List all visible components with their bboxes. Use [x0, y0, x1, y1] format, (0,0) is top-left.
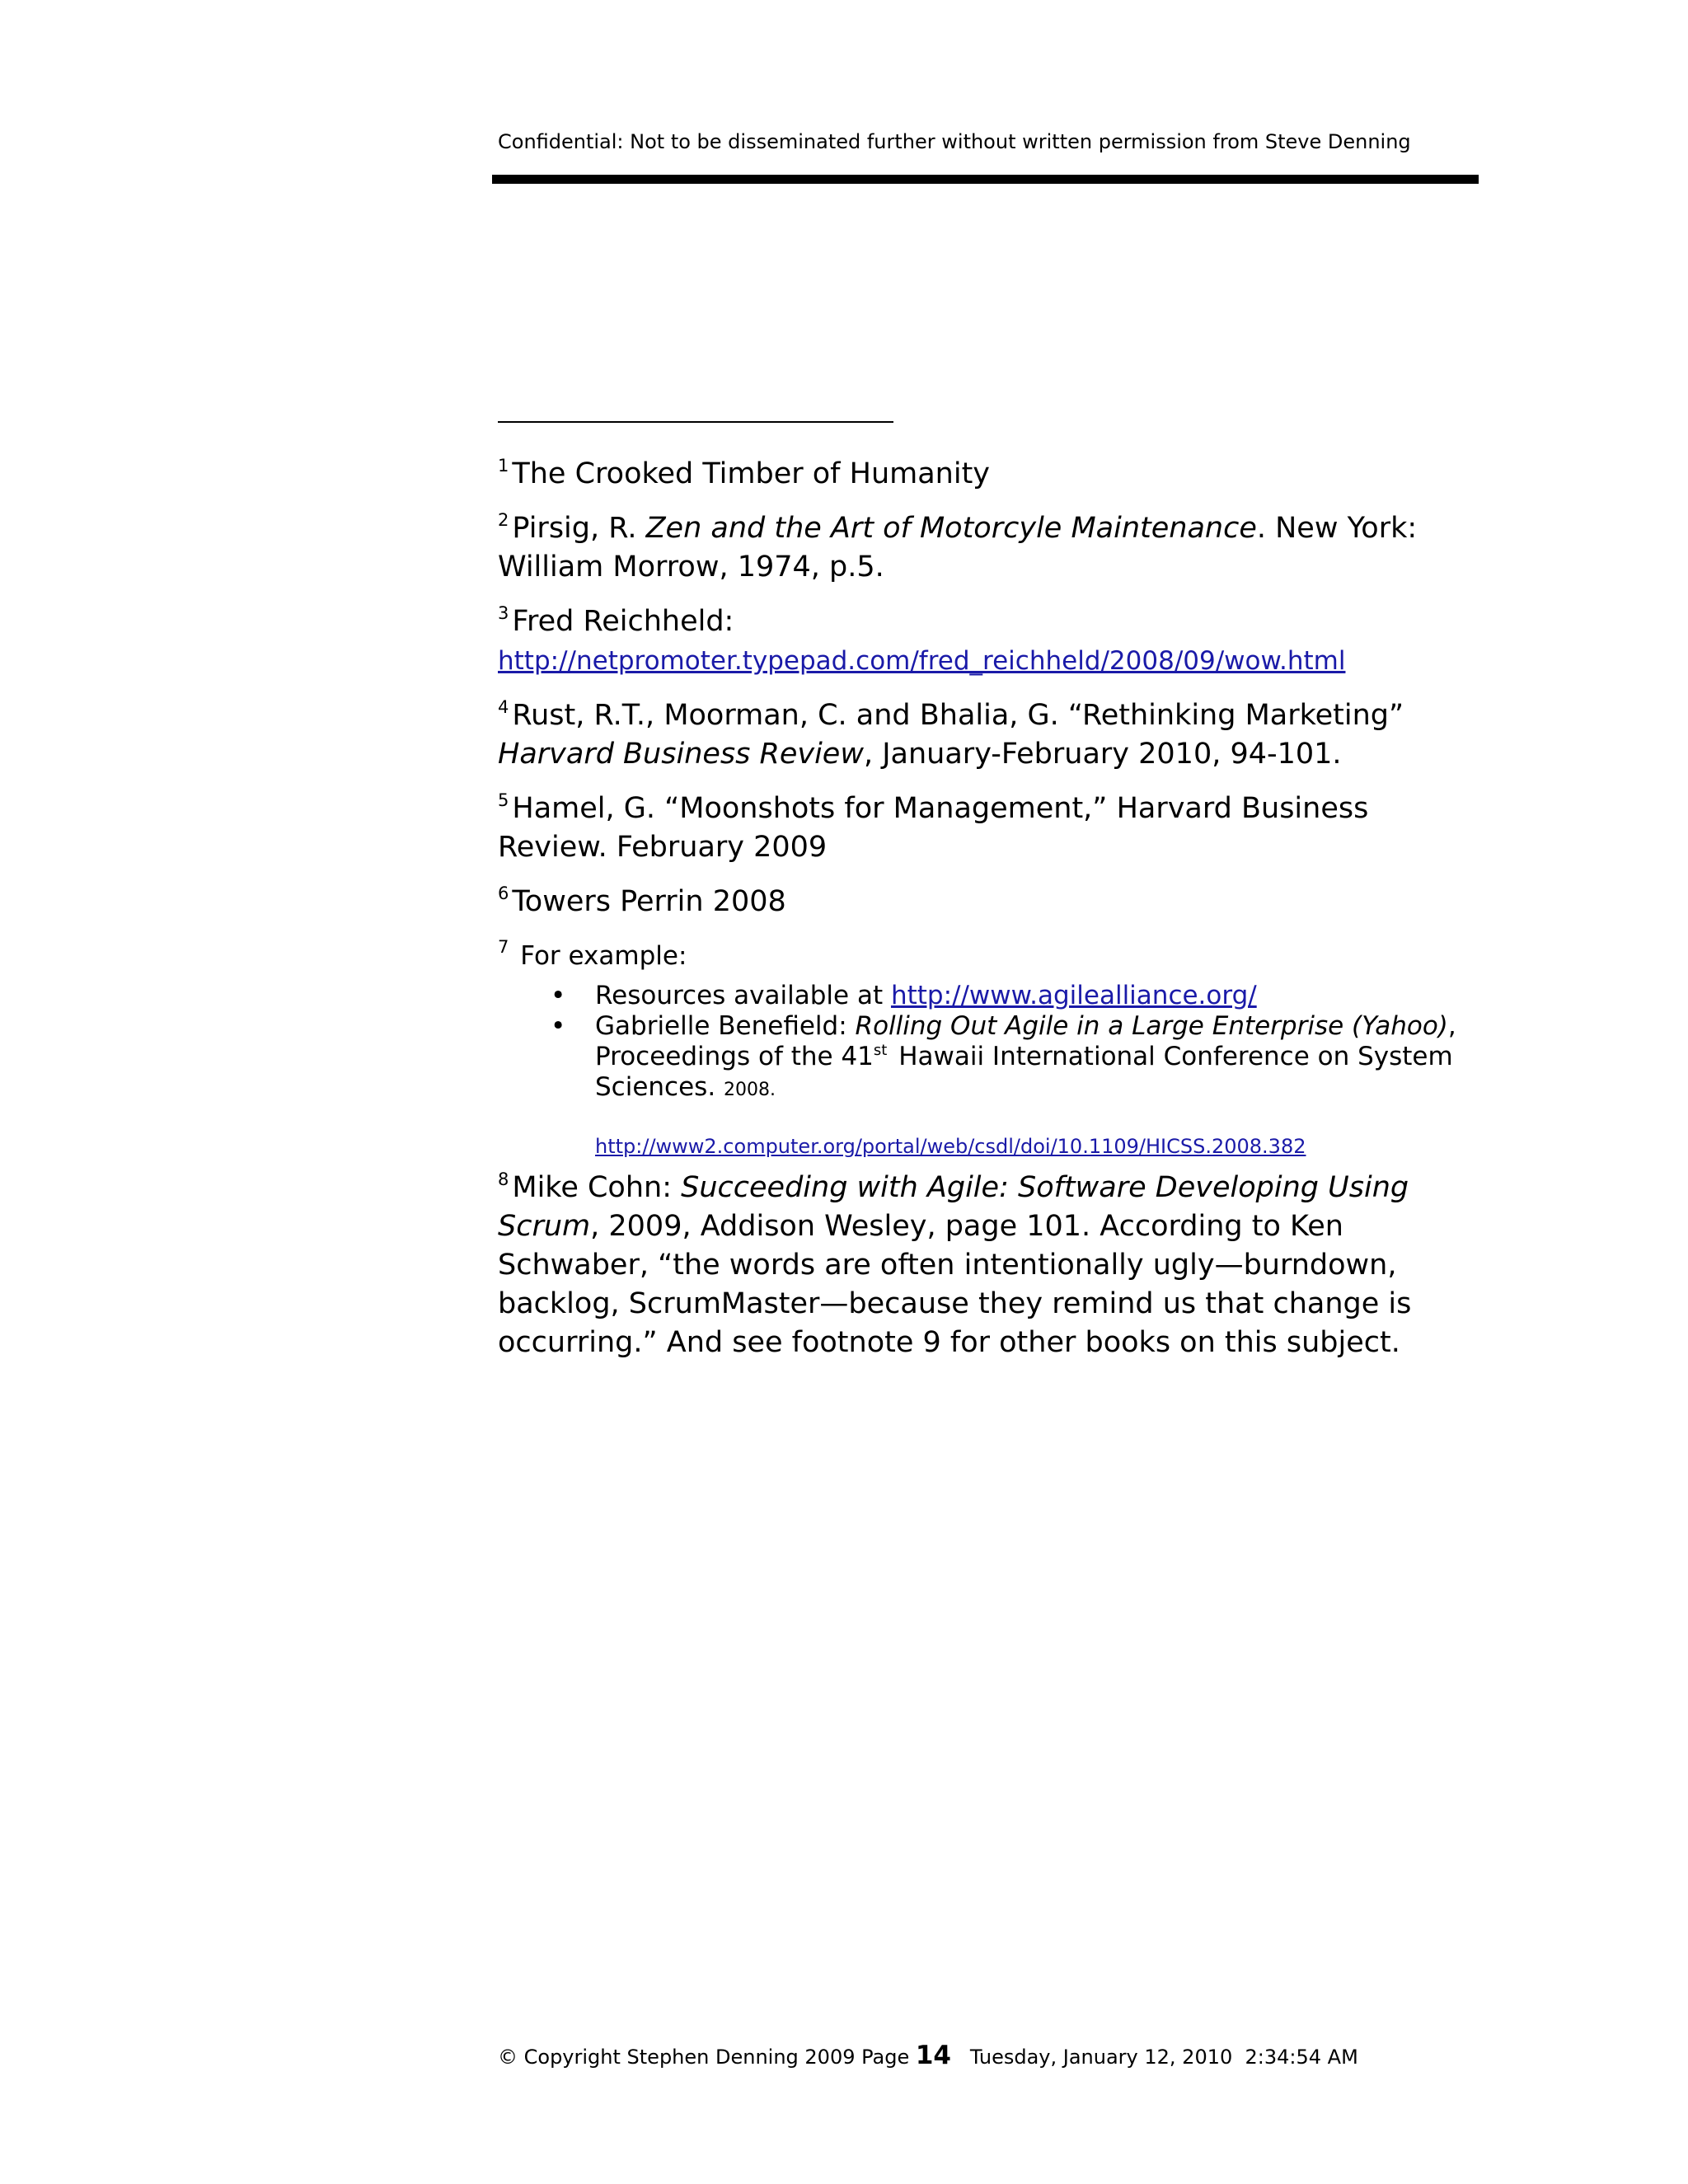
reichheld-link[interactable]: http://netpromoter.typepad.com/fred_reichheld/2008/09/wow.html: [498, 646, 1346, 676]
header-rule: [492, 175, 1479, 184]
list-item-text: Hawaii International Conference on System Sciences.: [595, 1042, 1453, 1102]
list-item-text: Gabrielle Benefield:: [595, 1011, 856, 1041]
footnotes: [498, 455, 1479, 1378]
footnote-number: 4: [498, 697, 509, 717]
example-list: [498, 981, 1479, 1105]
doi-link[interactable]: http://www2.computer.org/portal/web/csdl/doi/10.1109/HICSS.2008.382: [595, 1135, 1306, 1158]
list-item: [551, 1011, 1479, 1105]
ordinal-suffix: st: [873, 1042, 888, 1059]
footnote-text: Towers Perrin 2008: [512, 885, 786, 918]
footnote-text: For example:: [512, 941, 687, 971]
footnote-2: [498, 509, 1479, 587]
copyright-text: © Copyright Stephen Denning 2009 Page: [498, 2046, 916, 2069]
footnote-number: 5: [498, 790, 509, 810]
footnote-text: Mike Cohn:: [512, 1171, 682, 1204]
year: 2008.: [724, 1080, 776, 1100]
footnote-number: 2: [498, 510, 509, 530]
footnote-number: 6: [498, 883, 509, 903]
page-header: Confidential: Not to be disseminated further without written permission from Steve Denning: [498, 130, 1411, 153]
page-footer: [498, 2041, 1358, 2070]
footnote-5: [498, 790, 1479, 867]
book-title: Succeeding with Agile: Software Developing Using Scrum: [498, 1171, 1409, 1243]
footnote-number: 7: [498, 937, 509, 957]
footnote-text: Pirsig, R.: [512, 512, 646, 545]
footnote-text: Hamel, G. “Moonshots for Management,” Harvard Business Review. February 2009: [498, 792, 1369, 864]
footnote-8: [498, 1169, 1479, 1362]
footnote-3: [498, 602, 1479, 681]
page-number: 14: [915, 2041, 951, 2070]
list-item: [551, 981, 1479, 1011]
footnote-text: Rust, R.T., Moorman, C. and Bhalia, G. “Rethinking Marketing”: [512, 699, 1404, 732]
footnote-text: , January-February 2010, 94-101.: [863, 738, 1342, 771]
footnote-text: Fred Reichheld:: [512, 605, 734, 638]
footnote-1: [498, 455, 1479, 494]
footnote-separator: [498, 421, 893, 423]
footnote-number: 8: [498, 1169, 509, 1189]
book-title: Zen and the Art of Motorcyle Maintenance: [645, 512, 1257, 545]
footnote-number: 3: [498, 603, 509, 623]
bullet-icon: •: [551, 1011, 566, 1041]
footnote-text: . New York: William Morrow, 1974, p.5.: [498, 512, 1418, 583]
agilealliance-link[interactable]: http://www.agilealliance.org/: [890, 981, 1257, 1010]
list-item-text: Resources available at: [595, 981, 891, 1010]
footnote-number: 1: [498, 456, 509, 476]
list-item-text: , Proceedings of the 41: [595, 1011, 1456, 1071]
footnote-4: [498, 696, 1479, 774]
bullet-icon: •: [551, 981, 566, 1010]
footnote-text: , 2009, Addison Wesley, page 101. According to Ken Schwaber, “the words are often intentionally ugly—burndown, backlog, ScrumMaster—because they remind us that change is occurring.” And see footnote 9 for other books on this subject.: [498, 1210, 1412, 1359]
footnote-6: [498, 883, 1479, 921]
paper-title: Rolling Out Agile in a Large Enterprise (Yahoo): [855, 1011, 1448, 1041]
journal-title: Harvard Business Review: [498, 738, 864, 771]
timestamp: Tuesday, January 12, 2010 2:34:54 AM: [950, 2046, 1358, 2069]
footnote-text: The Crooked Timber of Humanity: [512, 457, 991, 490]
footnote-7: [498, 937, 1479, 1159]
